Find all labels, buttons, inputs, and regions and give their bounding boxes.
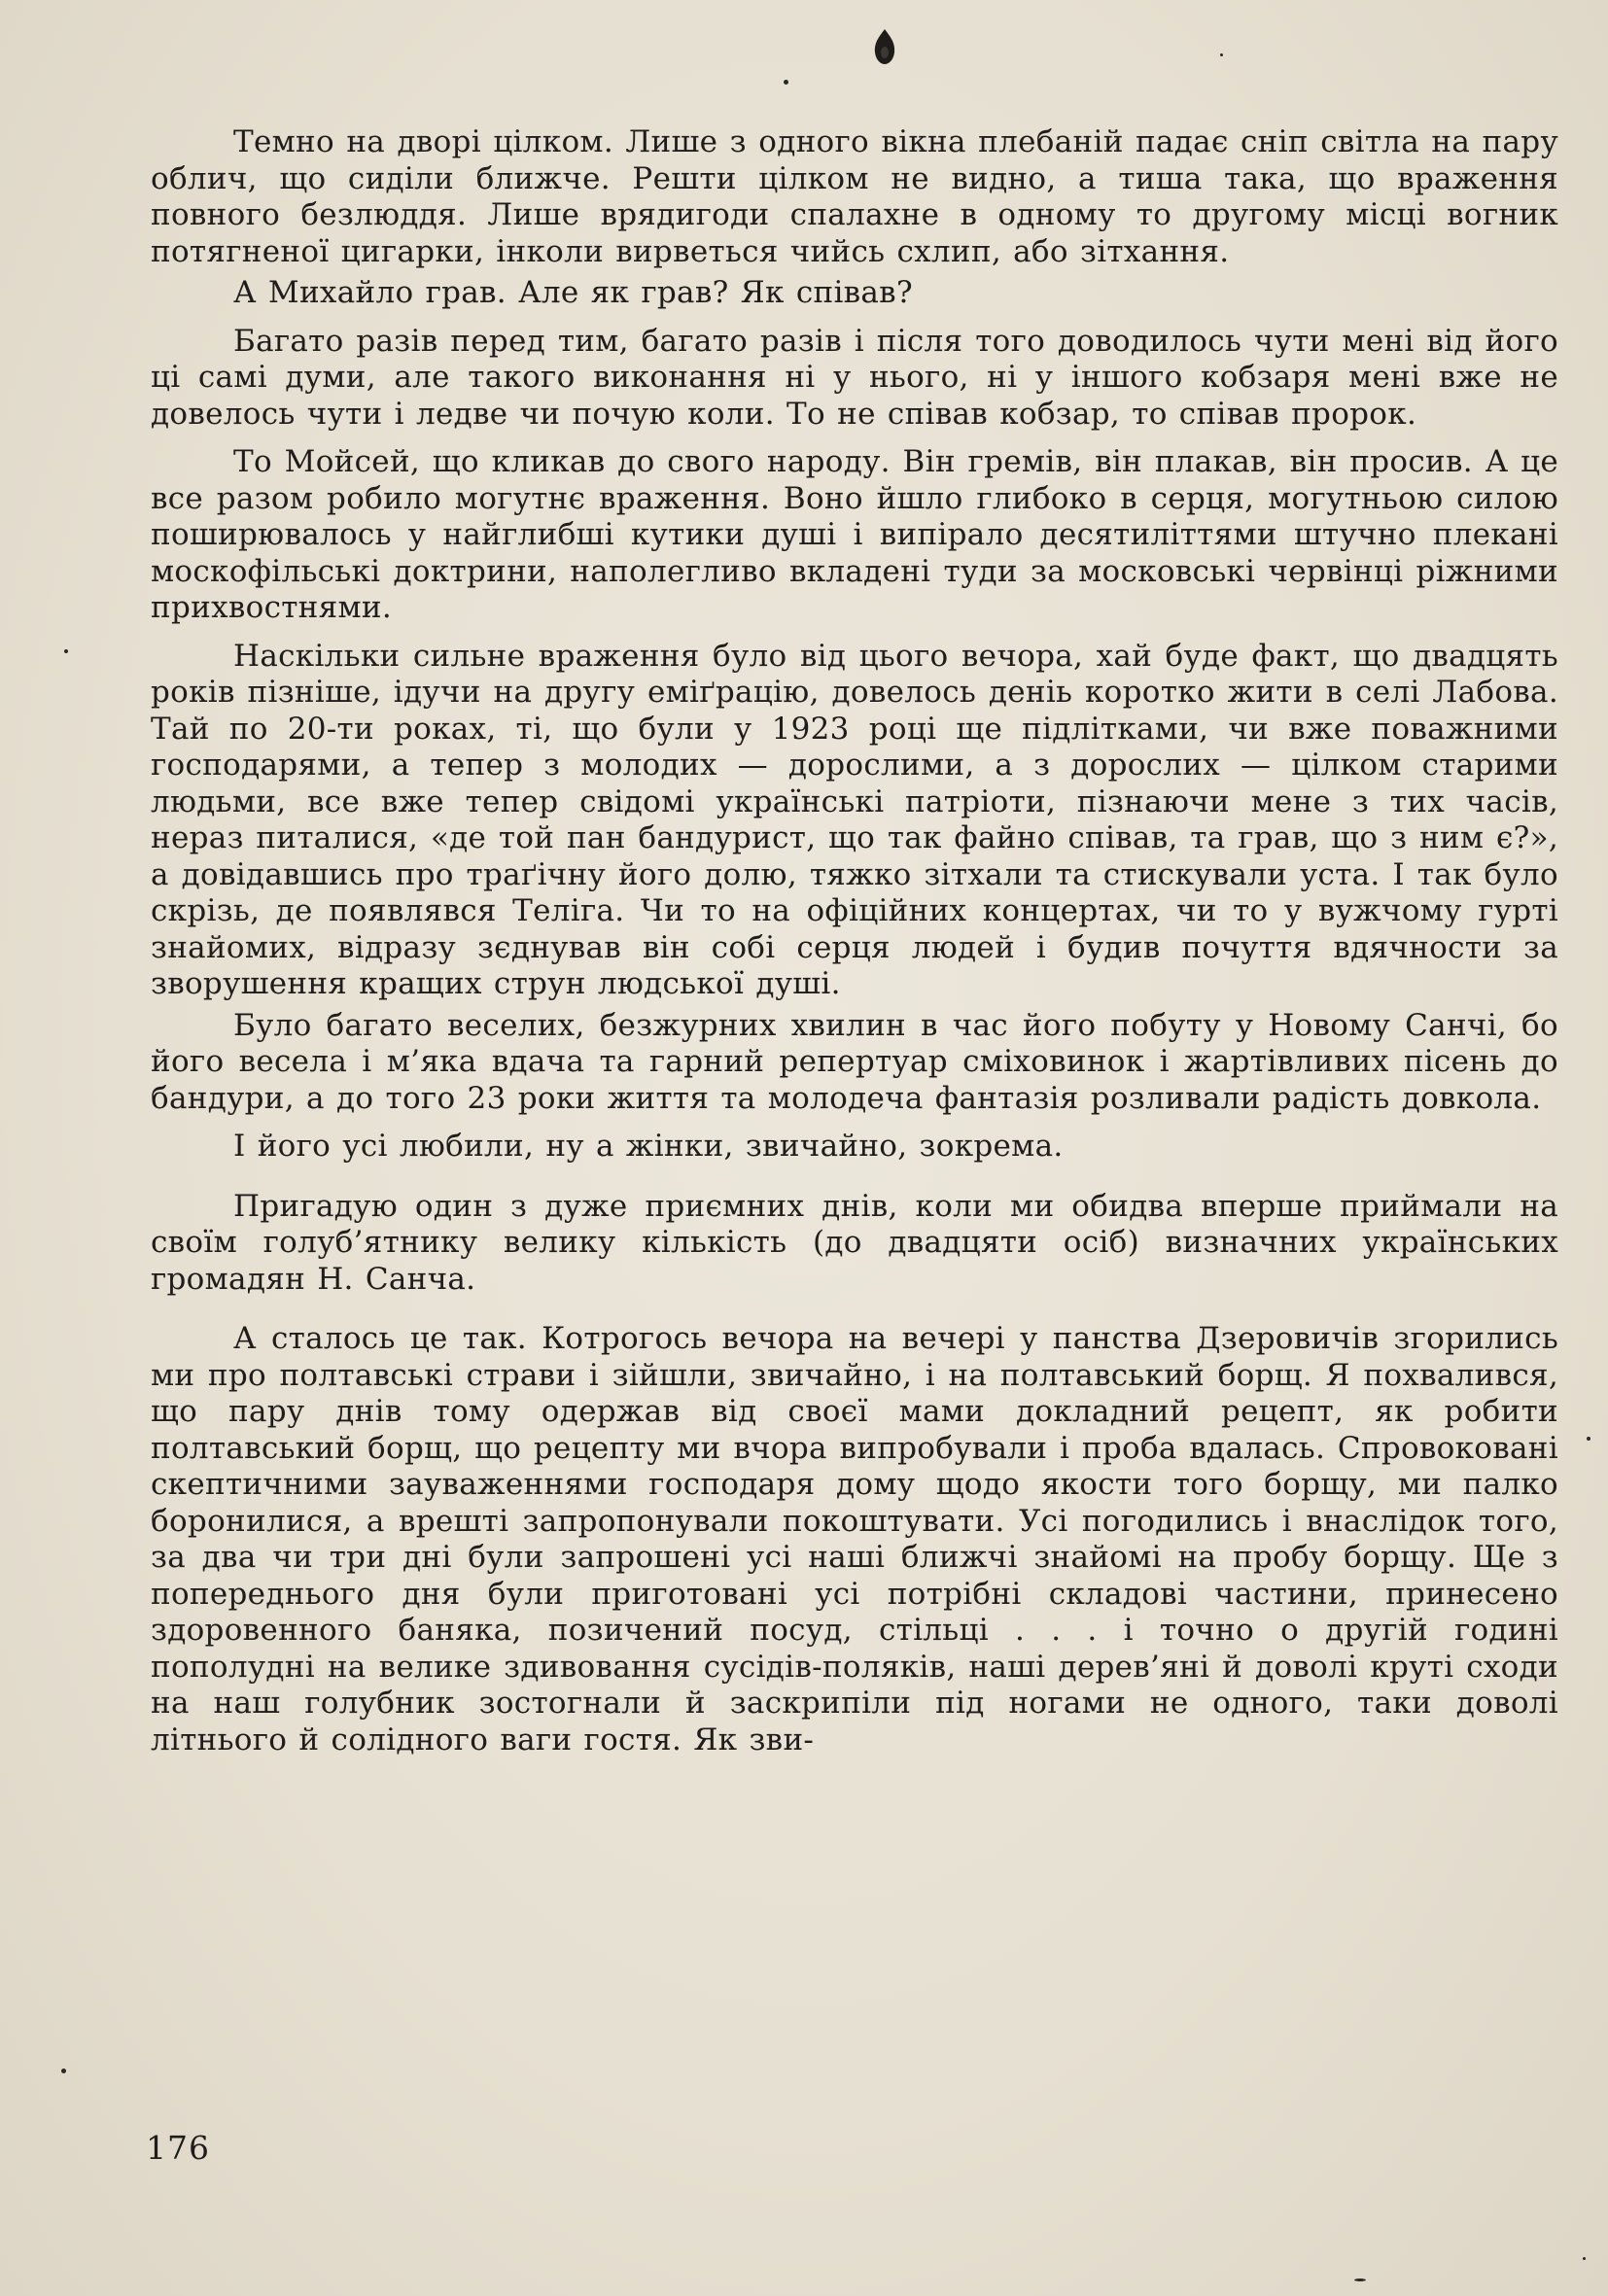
ink-speck	[64, 649, 68, 653]
paragraph-8: Пригадую один з дуже приємних днів, коли ми обидва вперше приймали на своїм голуб’ятнику велику кількість (до двадцяти осіб) визначних українських громадян Н. Санча.	[151, 1188, 1558, 1297]
paragraph-6: Було багато веселих, безжурних хвилин в час його побуту у Новому Санчі, бо його весела і м’яка вдача та гарний репертуар сміховинок і жартівливих пісень до бандури, а до того 23 роки життя та молодеча фантазія розливали радість довкола.	[151, 1007, 1558, 1116]
ink-speck	[1583, 2257, 1586, 2260]
ink-speck	[1220, 53, 1223, 56]
paragraph-4: То Мойсей, що кликав до свого народу. Він гремів, він плакав, він просив. А це все разом робило могутнє враження. Воно йшло глибоко в серця, могутньою силою поширювалось у найглибші кутики душі і випірало десятиліттями штучно плекані москофільські доктрини, наполегливо вкладені туди за московські червінці ріжними прихвостнями.	[151, 444, 1558, 625]
ink-speck	[1354, 2279, 1366, 2281]
paragraph-7: І його усі любили, ну а жінки, звичайно, зокрема.	[233, 1129, 1064, 1164]
paragraph-5: Наскільки сильне враження було від цього вечора, хай буде факт, що двадцять років пізніше, ідучи на другу еміґрацію, довелось деніь коротко жити в селі Лабова. Тай по 20-ти роках, ті, що були у 1923 році ще підлітками, чи вже поважними господарями, а тепер з молодих — дорослими, а з дорослих — цілком старими людьми, все вже тепер свідомі українські патріоти, пізнаючи мене з тих часів, нераз питалися, «де той пан бандурист, що так файно співав, та грав, що з ним є?», а довідавшись про траґічну його долю, тяжко зітхали та стискували уста. І так було скрізь, де появлявся Теліга. Чи то на офіційних концертах, чи то у вужчому гурті знайомих, відразу зєднував він собі серця людей і будив почуття вдячности за зворушення кращих струн людської душі.	[151, 638, 1558, 1001]
paragraph-3: Багато разів перед тим, багато разів і після того доводилось чути мені від його ці самі думи, але такого виконання ні у нього, ні у іншого кобзаря мені вже не довелось чути і ледве чи почую коли. То не співав кобзар, то співав пророк.	[151, 323, 1558, 432]
ink-speck	[1587, 1437, 1591, 1441]
body-text	[151, 124, 1558, 1758]
ink-speck	[61, 2069, 66, 2073]
page-number: 176	[146, 2129, 210, 2167]
ink-speck	[784, 80, 788, 85]
paragraph-9: А сталось це так. Котрогось вечора на вечері у панства Дзеровичів згорились ми про полтавські страви і зійшли, звичайно, і на полтавський борщ. Я похвалився, що пару днів тому одержав від своєї мами докладний рецепт, як робити полтавський борщ, що рецепту ми вчора випробували і проба вдалась. Спровоковані скептичними зауваженнями господаря дому щодо якости того борщу, ми палко боронилися, а врешті запропонували покоштувати. Усі погодились і внаслідок того, за два чи три дні були запрошені усі наші ближчі знайомі на пробу борщу. Ще з попереднього дня були приготовані усі потрібні складові частини, принесено здоровенного баняка, позичений посуд, стільці . . . і точно о другій годині пополудні на велике здивовання сусідів-поляків, наші дерев’яні й доволі круті сходи на наш голубник зостогнали й заскрипіли під ногами не одного, таки доволі літнього й солідного ваги гостя. Як зви-	[151, 1321, 1558, 1757]
ink-ornament-icon	[870, 27, 899, 66]
paragraph-2: А Михайло грав. Але як грав? Як співав?	[233, 275, 913, 310]
paragraph-1: Темно на дворі цілком. Лише з одного вікна плебаній падає сніп світла на пару облич, що сиділи ближче. Решти цілком не видно, а тиша така, що враження повного безлюддя. Лише врядигоди спалахне в одному то другому місці вогник потягненої цигарки, інколи вирветься чийсь схлип, або зітхання.	[151, 124, 1558, 269]
